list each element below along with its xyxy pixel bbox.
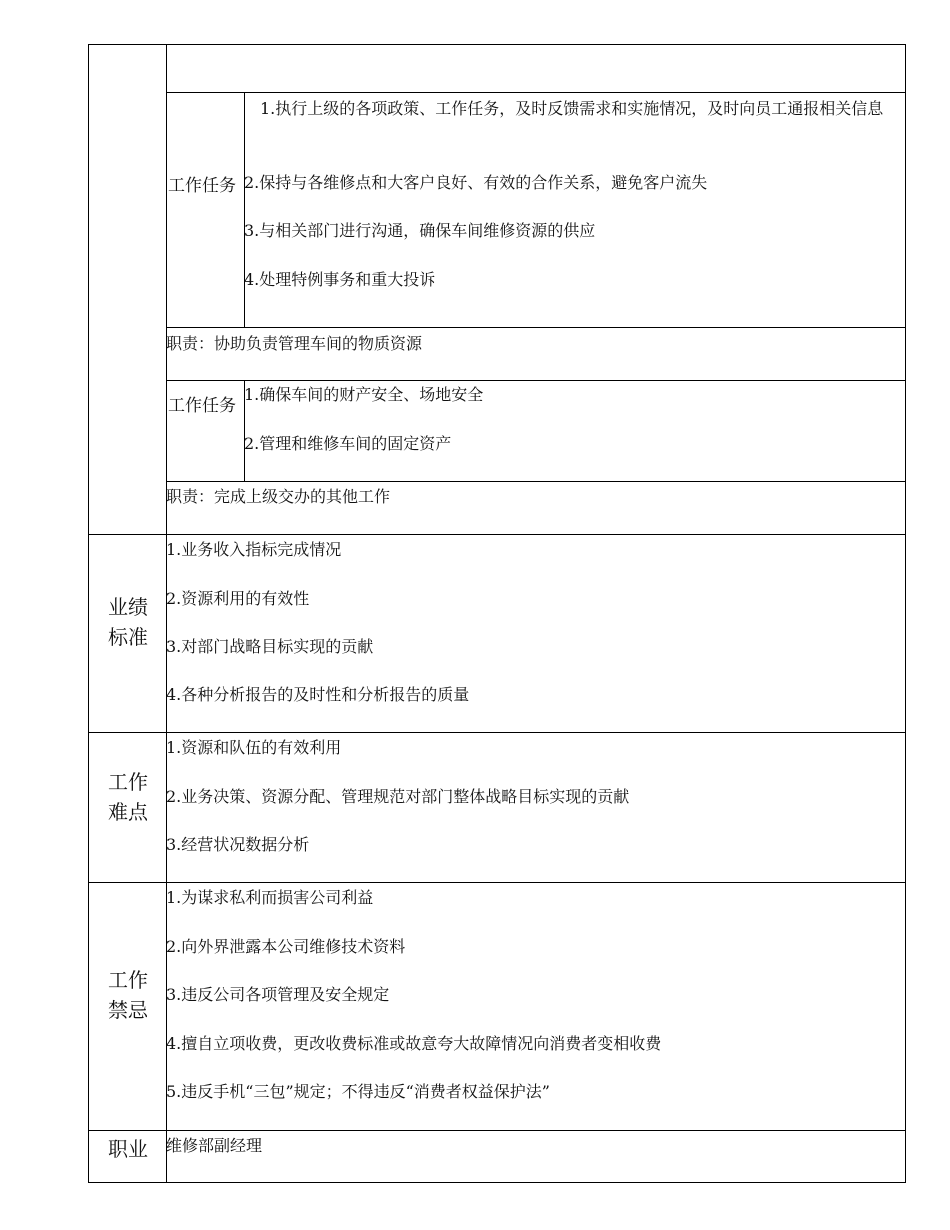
prohibition-item: 1.为谋求私利而损害公司利益: [166, 888, 374, 907]
task-block-1-label: 工作任务: [168, 176, 236, 196]
career-value: 维修部副经理: [166, 1136, 263, 1155]
prohibitions-label: 工作禁忌: [108, 968, 148, 1022]
label-column-divider: [166, 44, 167, 1183]
row-divider: [166, 481, 906, 482]
performance-item: 3.对部门战略目标实现的贡献: [166, 637, 374, 656]
duty-text: 职责：协助负责管理车间的物质资源: [166, 334, 423, 353]
task-item: 4.处理特例事务和重大投诉: [244, 270, 436, 289]
performance-item: 2.资源利用的有效性: [166, 589, 310, 608]
task-item: 1.执行上级的各项政策、工作任务，及时反馈需求和实施情况，及时向员工通报相关信息: [260, 99, 884, 118]
difficulty-item: 2.业务决策、资源分配、管理规范对部门整体战略目标实现的贡献: [166, 787, 630, 806]
section-divider: [88, 882, 906, 883]
task-item: 1.确保车间的财产安全、场地安全: [244, 385, 484, 404]
prohibition-item: 5.违反手机“三包”规定；不得违反“消费者权益保护法”: [166, 1082, 550, 1101]
table-border-top: [88, 44, 906, 45]
table-border-right: [905, 44, 906, 1183]
row-divider: [166, 380, 906, 381]
section-divider: [88, 534, 906, 535]
section-divider: [88, 1130, 906, 1131]
prohibition-item: 4.擅自立项收费，更改收费标准或故意夸大故障情况向消费者变相收费: [166, 1034, 662, 1053]
row-divider: [166, 327, 906, 328]
table-border-bottom: [88, 1182, 906, 1183]
difficulty-item: 3.经营状况数据分析: [166, 835, 310, 854]
task-block-2-label: 工作任务: [168, 396, 236, 416]
section-divider: [88, 732, 906, 733]
table-border-left: [88, 44, 89, 1183]
duty-text: 职责：完成上级交办的其他工作: [166, 487, 391, 506]
task-item: 3.与相关部门进行沟通，确保车间维修资源的供应: [244, 221, 596, 240]
performance-item: 1.业务收入指标完成情况: [166, 540, 342, 559]
difficulty-item: 1.资源和队伍的有效利用: [166, 738, 342, 757]
career-label: 职业: [108, 1137, 148, 1161]
performance-item: 4.各种分析报告的及时性和分析报告的质量: [166, 685, 470, 704]
prohibition-item: 3.违反公司各项管理及安全规定: [166, 985, 390, 1004]
row-divider: [166, 92, 906, 93]
task-item: 2.保持与各维修点和大客户良好、有效的合作关系，避免客户流失: [244, 173, 708, 192]
task-item: 2.管理和维修车间的固定资产: [244, 434, 452, 453]
prohibition-item: 2.向外界泄露本公司维修技术资料: [166, 937, 406, 956]
difficulties-label: 工作难点: [108, 770, 148, 824]
performance-label: 业绩标准: [108, 595, 148, 649]
task-block-1-divider: [244, 92, 245, 328]
